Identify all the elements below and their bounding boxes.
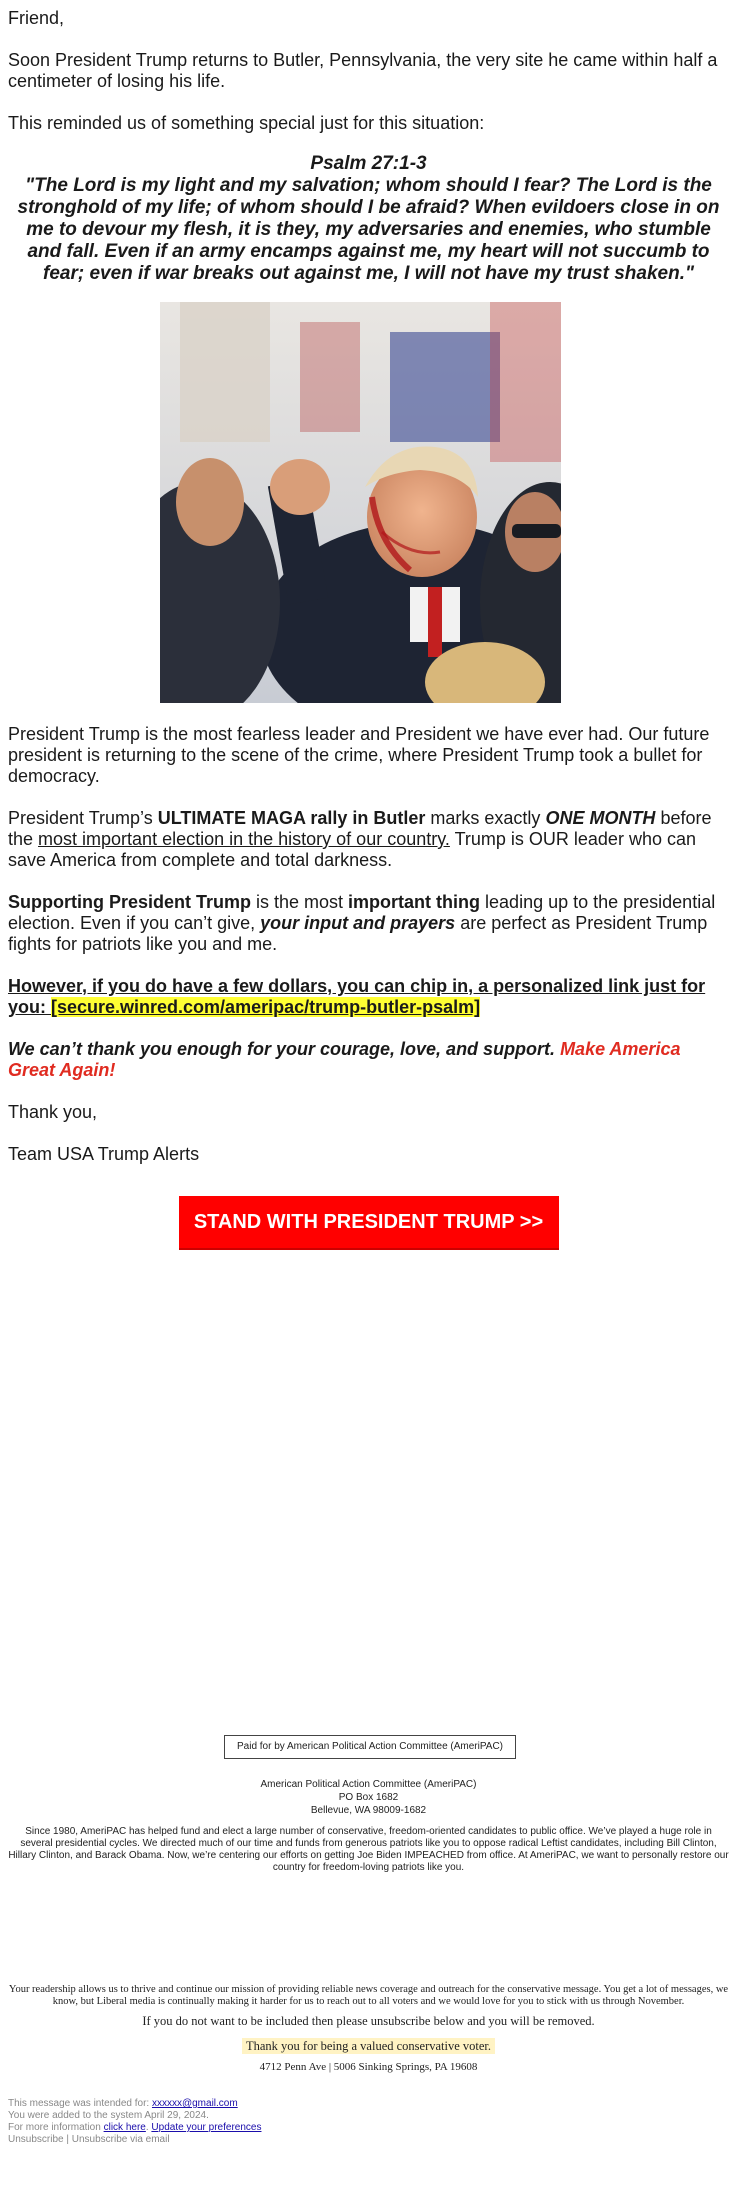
photo-icon (160, 302, 561, 703)
psalm-reference: Psalm 27:1-3 (310, 153, 427, 174)
intro-paragraph: Soon President Trump returns to Butler, Pennsylvania, the very site he came within half a centimeter of losing his life. (8, 50, 718, 91)
rally-photo (160, 302, 561, 703)
intended-for-line: This message was intended for: xxxxxx@gmail.com (8, 2098, 238, 2109)
readership-note: Your readership allows us to thrive and continue our mission of providing reliable news coverage and outreach for the conservative message. You get a lot of messages, we know, but Liberal media is continually making it harder for us to reach out to all voters and we would love for you to stick with us through November. (8, 1984, 729, 2007)
signature: Team USA Trump Alerts (8, 1144, 200, 1164)
about-ameripac: Since 1980, AmeriPAC has helped fund and elect a large number of conservative, freedom-oriented candidates to public office. We’ve played a huge role in several presidential cycles. We directed much of our time and funds from generous patriots like you to oppose radical Leftist candidates, including Bill Clinton, Hillary Clinton, and Barack Obama. Now, we’re centering our efforts on getting Joe Biden IMPEACHED from office. At AmeriPAC, we want to personally restore our country for freedom-loving patriots like you. (8, 1826, 729, 1873)
paid-for-disclaimer: Paid for by American Political Action Committee (AmeriPAC) (224, 1735, 516, 1759)
org-po-box: PO Box 1682 (338, 1792, 399, 1803)
org-city: Bellevue, WA 98009-1682 (310, 1805, 427, 1816)
closing-paragraph: We can’t thank you enough for your courage, love, and support. Make America Great Again! (8, 1039, 681, 1080)
donation-link[interactable]: [secure.winred.com/ameripac/trump-butler-psalm] (51, 997, 481, 1017)
unsubscribe-links[interactable]: Unsubscribe | Unsubscribe via email (8, 2134, 170, 2145)
chip-in-paragraph: However, if you do have a few dollars, you can chip in, a personalized link just for you: [secure.winred.com/ameripac/trump-butler-psalm] (8, 976, 706, 1017)
psalm-text: "The Lord is my light and my salvation; whom should I fear? The Lord is the stronghold of my life; of whom should I be afraid? When evildoers close in on me to devour my flesh, it is they, my adversaries and enemies, who stumble and fall. Even if an army encamps against me, my heart will not succumb to fear; even if war breaks out against me, I will not have my trust shaken." (17, 175, 720, 284)
signoff: Thank you, (8, 1102, 98, 1122)
reminder-paragraph: This reminded us of something special just for this situation: (8, 113, 485, 133)
unsubscribe-note: If you do not want to be included then please unsubscribe below and you will be removed. (142, 2014, 595, 2028)
click-here-link[interactable]: click here (103, 2122, 146, 2133)
added-date-line: You were added to the system April 29, 2024. (8, 2110, 209, 2121)
paragraph-support: Supporting President Trump is the most important thing leading up to the presidential election. Even if you can’t give, your input and prayers are perfect as President Trump fights for patriots like you and me. (8, 892, 716, 954)
mail-address: 4712 Penn Ave | 5006 Sinking Springs, PA 19608 (259, 2061, 478, 2073)
stand-with-trump-button[interactable]: STAND WITH PRESIDENT TRUMP >> (179, 1196, 559, 1250)
more-info-line: For more information click here. Update your preferences (8, 2122, 262, 2133)
recipient-email-link[interactable]: xxxxxx@gmail.com (151, 2098, 238, 2109)
cta-container (0, 1196, 737, 1250)
greeting: Friend, (8, 8, 65, 28)
org-name: American Political Action Committee (AmeriPAC) (260, 1779, 477, 1790)
update-preferences-link[interactable]: Update your preferences (151, 2122, 262, 2133)
slogan: Make America Great Again! (8, 1039, 681, 1080)
paragraph-fearless-leader: President Trump is the most fearless leader and President we have ever had. Our future president is returning to the scene of the crime, where President Trump took a bullet for democracy. (8, 724, 710, 786)
valued-voter-note: Thank you for being a valued conservative voter. (8, 2037, 729, 2055)
paragraph-rally: President Trump’s ULTIMATE MAGA rally in Butler marks exactly ONE MONTH before the most important election in the history of our country. Trump is OUR leader who can save America from complete and total darkness. (8, 808, 712, 870)
election-link-text: most important election in the history of our country. (38, 829, 450, 849)
